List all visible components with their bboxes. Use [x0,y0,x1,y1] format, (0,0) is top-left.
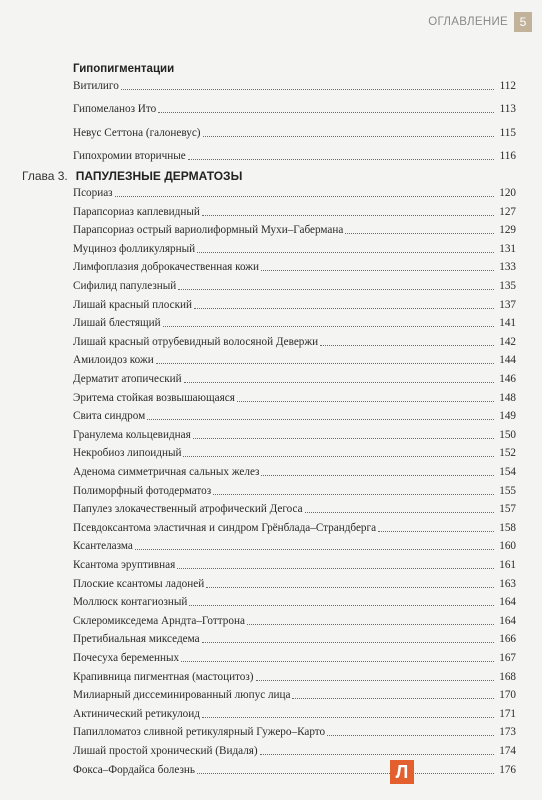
toc-entry-page: 129 [499,224,516,237]
dot-leader [247,624,494,625]
page-number-badge: 5 [514,12,532,32]
toc-entry-title: Милиарный диссеминированный люпус лица [73,689,291,702]
toc-entry-page: 144 [499,354,516,367]
toc-entry [73,629,516,646]
chapter-title: ПАПУЛЕЗНЫЕ ДЕРМАТОЗЫ [75,169,243,183]
toc-entry-title: Некробиоз липоидный [73,447,182,460]
toc-entry-page: 142 [499,335,516,348]
toc-entry-title: Сифилид папулезный [73,280,177,292]
toc-entry [73,425,516,442]
dot-leader [327,735,494,736]
toc-entry-page: 164 [499,614,516,627]
toc-entry [73,76,516,93]
toc-entry [73,183,516,200]
publisher-logo-icon: Л [390,760,414,784]
dot-leader [189,605,494,606]
dot-leader [213,494,494,495]
toc-entry-page: 160 [499,540,516,553]
toc-entry [73,313,516,330]
dot-leader [261,475,494,476]
toc-entry-page: 152 [499,447,516,460]
toc-entry [73,518,516,535]
toc-entry-title: Парапсориаз острый вариолиформный Мухи–Габермана [73,224,344,237]
toc-entry [73,536,516,553]
toc-entry [73,704,516,721]
dot-leader [203,136,494,137]
toc-entry-title: Актинический ретикулоид [73,707,200,720]
toc-entry-page: 148 [499,391,516,404]
section-title: Гипопигментации [73,63,175,75]
dot-leader [261,270,494,271]
toc-entry-page: 164 [499,596,516,609]
toc-entry-page: 176 [499,763,516,776]
toc-entry-page: 115 [499,126,516,139]
toc-entry-page: 116 [499,149,516,162]
toc-entry [73,685,516,702]
toc-entry-title: Склеромикседема Арндта–Готтрона [73,614,245,627]
toc-entry-title: Папилломатоз сливной ретикулярный Гужеро–Карто [73,726,326,739]
toc-entry-title: Плоские ксантомы ладоней [73,577,205,590]
dot-leader [193,438,494,439]
toc-entry-title: Лимфоплазия доброкачественная кожи [73,261,260,274]
toc-entry [73,123,516,140]
dot-leader [320,345,494,346]
toc-entry-title: Моллюск контагиозный [73,596,188,609]
dot-leader [206,587,494,588]
dot-leader [305,512,494,513]
header-title: ОГЛАВЛЕНИЕ [428,16,508,28]
toc-entry-title: Ксантелазма [73,540,133,553]
toc-entry-title: Невус Сеттона (галоневус) [73,126,201,139]
toc-entry [73,388,516,405]
toc-entry-page: 173 [499,726,516,739]
dot-leader [178,289,494,290]
toc-entry-page: 155 [499,484,516,497]
toc-entry-title: Дерматит атопический [73,373,182,385]
toc-entry-title: Лишай простой хронический (Видаля) [73,745,258,757]
toc-entry-page: 120 [499,187,516,199]
toc-entry-title: Лишай красный плоский [73,298,193,311]
toc-entry [73,499,516,516]
toc-entry [73,146,516,163]
toc-entry [73,295,516,312]
toc-entry-title: Муциноз фолликулярный [73,242,196,255]
toc-entry [73,99,516,116]
toc-entry-title: Гипомеланоз Ито [73,103,157,116]
toc-entry-page: 168 [499,670,516,683]
dot-leader [378,531,494,532]
toc-entry [73,332,516,349]
toc-entry-page: 171 [499,707,516,720]
toc-entry-page: 146 [499,373,516,385]
toc-entry [73,257,516,274]
toc-entry-title: Почесуха беременных [73,652,180,664]
toc-entry [73,555,516,572]
running-header [428,12,532,32]
toc-entry-page: 113 [499,103,516,116]
toc-entry-page: 167 [499,652,516,664]
toc-entry-title: Фокса–Фордайса болезнь [73,763,195,776]
toc-entry-page: 149 [499,410,516,423]
toc-entry [73,276,516,293]
toc-entry [73,220,516,237]
dot-leader [158,112,494,113]
toc-entry-page: 135 [499,280,516,292]
dot-leader [197,773,494,774]
dot-leader [260,754,494,755]
dot-leader [177,568,494,569]
toc-entry-page: 133 [499,261,516,274]
dot-leader [237,401,494,402]
dot-leader [197,252,494,253]
toc-entry-page: 157 [499,503,516,516]
toc-entry [73,611,516,628]
toc-entry-page: 163 [499,577,516,590]
dot-leader [202,215,494,216]
toc-entry-page: 112 [499,80,516,92]
toc-entry-page: 127 [499,205,516,218]
toc-entry [73,462,516,479]
toc-entry-title: Псориаз [73,187,113,199]
chapter-heading [22,169,242,183]
dot-leader [202,717,494,718]
dot-leader [188,159,494,160]
toc-entry-title: Гранулема кольцевидная [73,428,191,441]
dot-leader [121,89,494,90]
toc-entry-title: Ксантома эруптивная [73,559,176,571]
toc-entry [73,239,516,256]
toc-entry [73,722,516,739]
toc-entry [73,202,516,219]
toc-entry-title: Свита синдром [73,410,146,423]
toc-entry-title: Лишай красный отрубевидный волосяной Девержи [73,335,319,348]
dot-leader [194,308,494,309]
toc-entry [73,481,516,498]
toc-entry [73,443,516,460]
toc-entry-title: Лишай блестящий [73,317,161,330]
toc-entry-title: Эритема стойкая возвышающаяся [73,391,235,404]
dot-leader [156,363,494,364]
toc-entry-title: Полиморфный фотодерматоз [73,484,212,497]
toc-entry [73,350,516,367]
toc-entry-page: 166 [499,633,516,646]
dot-leader [183,456,494,457]
toc-entry [73,369,516,386]
toc-entry-title: Парапсориаз каплевидный [73,205,200,218]
dot-leader [345,233,494,234]
toc-entry-page: 137 [499,298,516,311]
toc-entry-title: Крапивница пигментная (мастоцитоз) [73,670,254,683]
toc-entry-page: 161 [499,559,516,571]
toc-entry [73,574,516,591]
toc-entry [73,667,516,684]
toc-entry-title: Гипохромии вторичные [73,149,186,162]
toc-entry [73,648,516,665]
toc-entry-page: 131 [499,242,516,255]
dot-leader [115,196,494,197]
dot-leader [135,549,494,550]
toc-entry-page: 150 [499,428,516,441]
dot-leader [181,661,494,662]
toc-entry-title: Псевдоксантома эластичная и синдром Грёнблада–Страндберга [73,521,377,534]
dot-leader [256,680,494,681]
toc-entry-page: 170 [499,689,516,702]
toc-entry [73,760,516,777]
dot-leader [292,698,494,699]
toc-entry-title: Амилоидоз кожи [73,354,154,367]
dot-leader [147,419,494,420]
toc-entry [73,741,516,758]
toc-entry [73,592,516,609]
toc-entry-title: Аденома симметричная сальных желез [73,466,260,478]
toc-entry [73,406,516,423]
dot-leader [163,326,494,327]
toc-entry-title: Витилиго [73,80,119,92]
toc-entry-page: 141 [499,317,516,330]
toc-entry-title: Папулез злокачественный атрофический Дегоса [73,503,303,516]
toc-entry-title: Претибиальная микседема [73,633,200,646]
toc-entry-page: 158 [499,521,516,534]
dot-leader [184,382,494,383]
chapter-number: Глава 3. [22,169,68,183]
toc-entry-page: 174 [499,745,516,757]
dot-leader [202,642,494,643]
toc-entry-page: 154 [499,466,516,478]
